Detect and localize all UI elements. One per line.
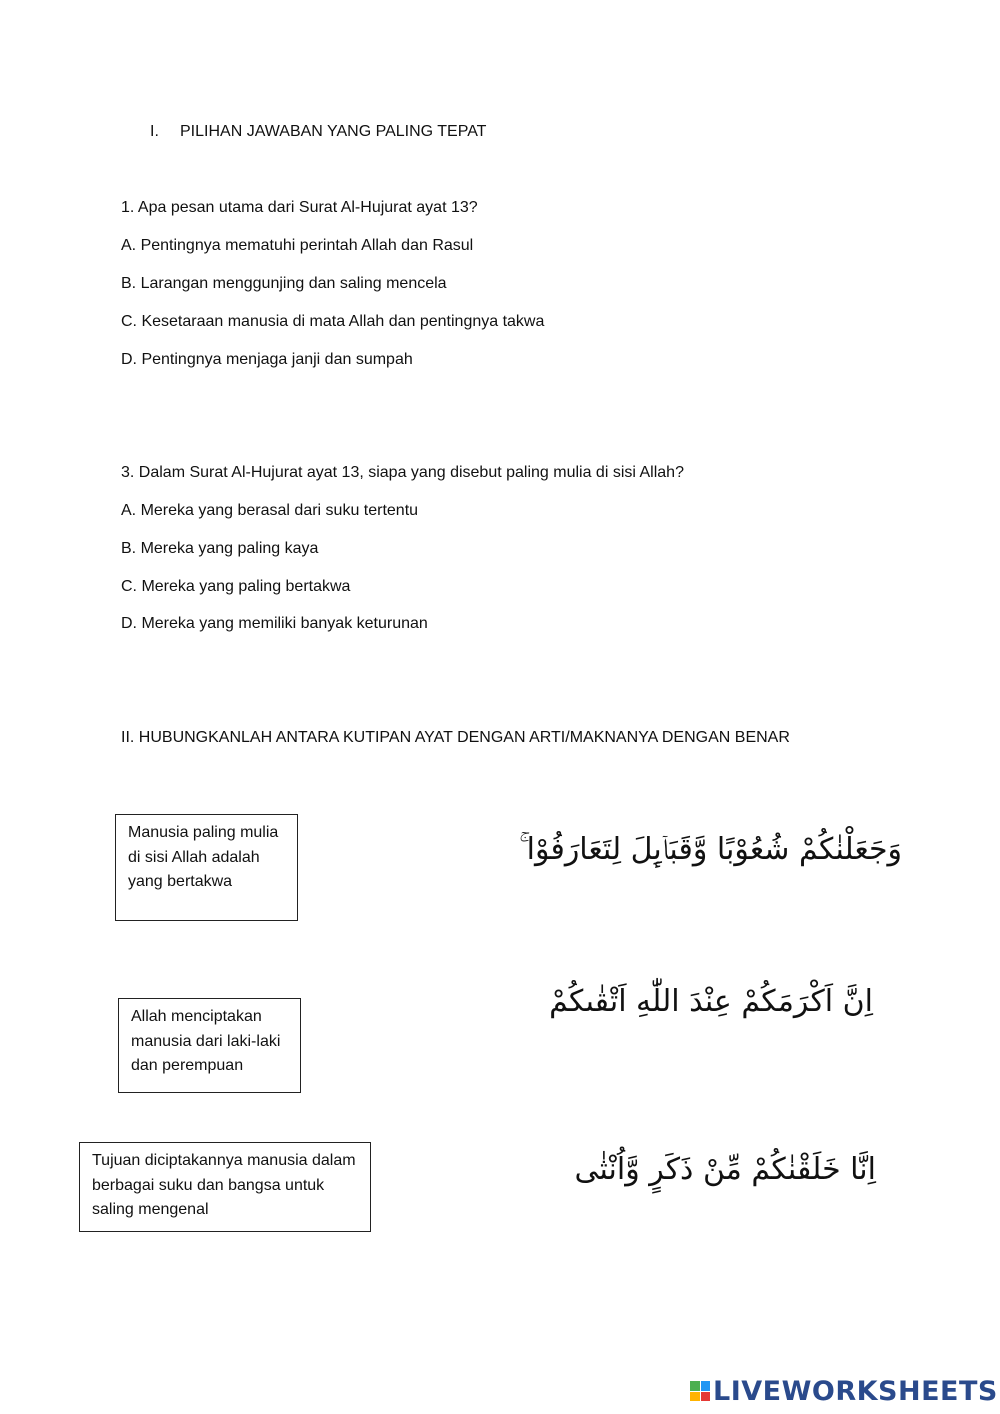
section-2-heading: II. HUBUNGKANLAH ANTARA KUTIPAN AYAT DENGAN ARTI/MAKNANYA DENGAN BENAR: [121, 729, 790, 746]
question-1-option-a[interactable]: A. Pentingnya mematuhi perintah Allah dan Rasul: [121, 237, 474, 254]
verse-quote-3[interactable]: اِنَّا خَلَقْنٰكُمْ مِّنْ ذَكَرٍ وَّاُنْثٰى: [574, 1152, 876, 1187]
verse-quote-2[interactable]: اِنَّ اَكْرَمَكُمْ عِنْدَ اللّٰهِ اَتْقٰىكُمْ: [549, 984, 873, 1019]
question-1-option-c[interactable]: C. Kesetaraan manusia di mata Allah dan pentingnya takwa: [121, 313, 545, 330]
meaning-box-2[interactable]: Allah menciptakan manusia dari laki-laki dan perempuan: [118, 998, 301, 1093]
question-1-option-d[interactable]: D. Pentingnya menjaga janji dan sumpah: [121, 351, 413, 368]
question-3-option-d[interactable]: D. Mereka yang memiliki banyak keturunan: [121, 615, 428, 632]
section-1-heading: [150, 122, 486, 142]
verse-quote-1[interactable]: وَجَعَلْنٰكُمْ شُعُوْبًا وَّقَبَاۤىِٕلَ لِتَعَارَفُوْا ۚ: [519, 832, 902, 867]
question-3-option-a[interactable]: A. Mereka yang berasal dari suku tertentu: [121, 502, 419, 519]
question-1-text: 1. Apa pesan utama dari Surat Al-Hujurat ayat 13?: [121, 199, 478, 216]
question-1-option-b[interactable]: B. Larangan menggunjing dan saling mencela: [121, 275, 447, 292]
section-1-title: PILIHAN JAWABAN YANG PALING TEPAT: [180, 123, 487, 140]
question-3-text: 3. Dalam Surat Al-Hujurat ayat 13, siapa yang disebut paling mulia di sisi Allah?: [121, 464, 684, 481]
question-3-option-b[interactable]: B. Mereka yang paling kaya: [121, 540, 319, 557]
liveworksheets-logo-text: LIVEWORKSHEETS: [713, 1375, 998, 1407]
liveworksheets-logo: [690, 1376, 998, 1406]
meaning-box-1[interactable]: Manusia paling mulia di sisi Allah adalah yang bertakwa: [115, 814, 298, 921]
section-1-number: I.: [150, 123, 159, 140]
meaning-box-3[interactable]: Tujuan diciptakannya manusia dalam berbagai suku dan bangsa untuk saling mengenal: [79, 1142, 371, 1232]
question-3-option-c[interactable]: C. Mereka yang paling bertakwa: [121, 578, 351, 595]
liveworksheets-logo-icon: [690, 1381, 710, 1401]
